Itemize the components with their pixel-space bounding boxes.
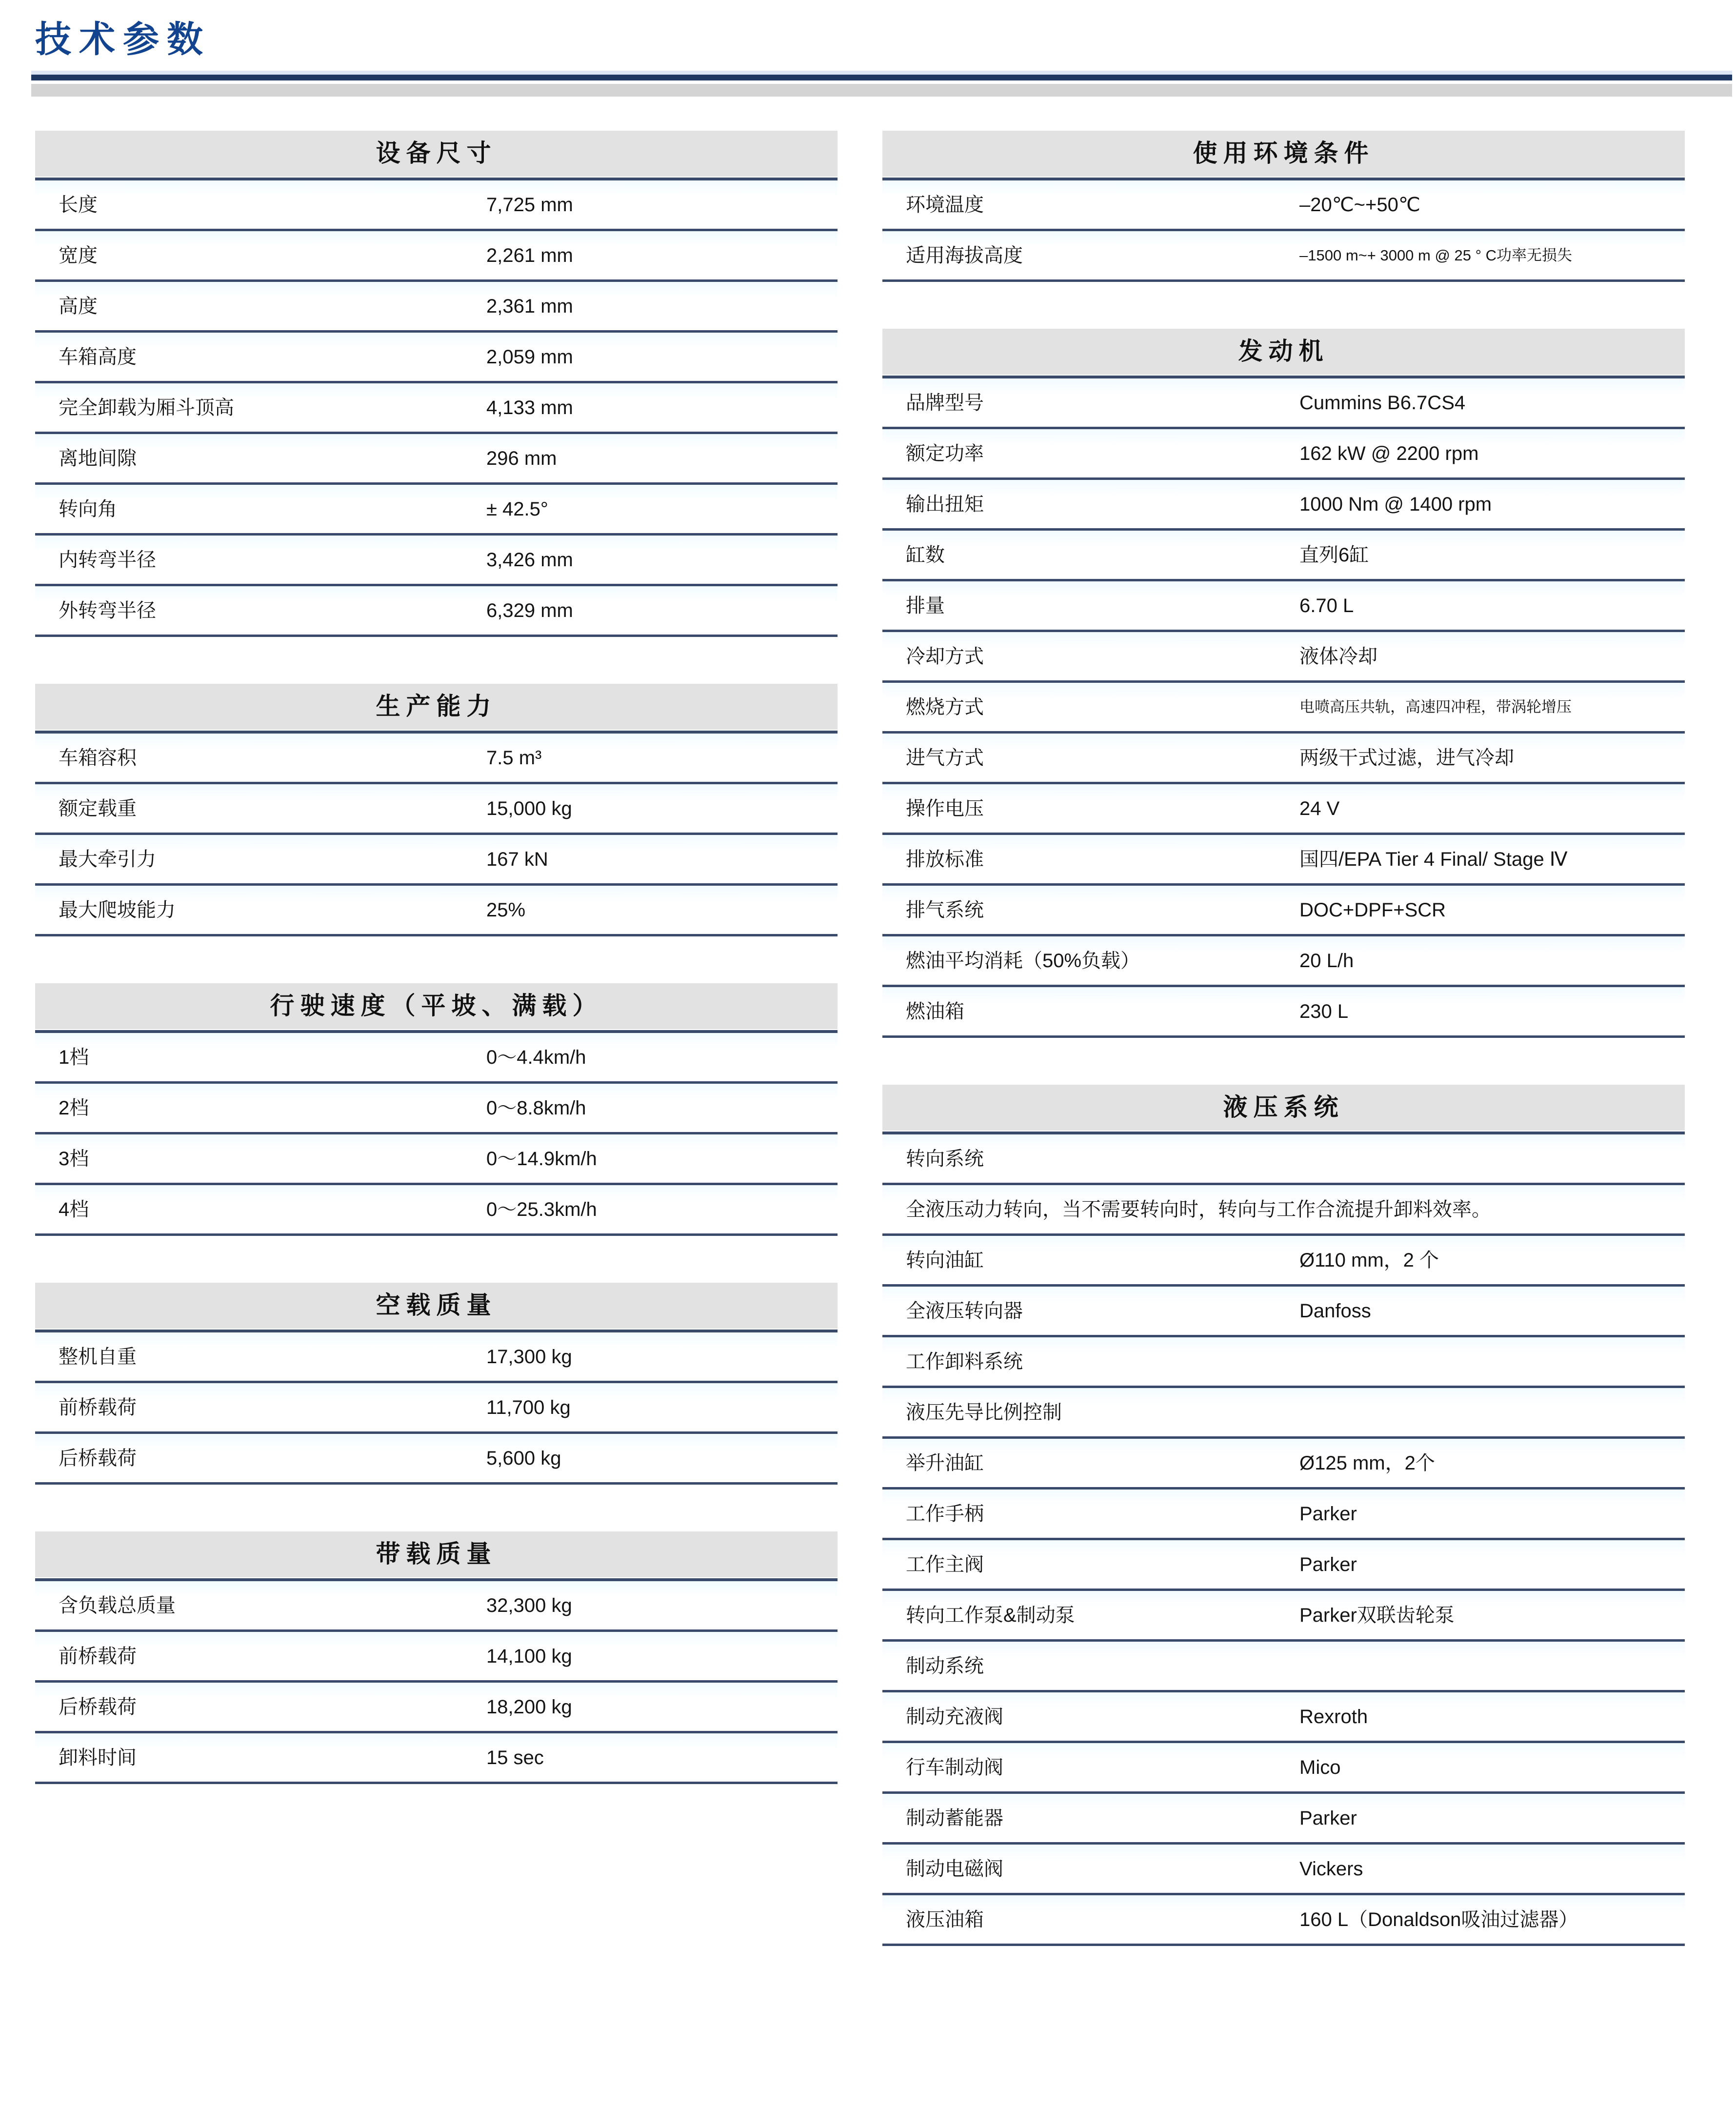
- spec-label: 环境温度: [906, 194, 984, 216]
- spec-label: 高度: [59, 295, 98, 317]
- spec-value: 15,000 kg: [486, 797, 572, 819]
- spec-label: 工作卸料系统: [906, 1350, 1023, 1372]
- spec-row: [882, 1337, 1685, 1388]
- spec-value: 0～8.8km/h: [486, 1097, 586, 1119]
- spec-label: 排气系统: [906, 899, 984, 921]
- spec-value: 162 kW @ 2200 rpm: [1299, 442, 1479, 464]
- spec-value: Ø110 mm，2 个: [1299, 1249, 1439, 1271]
- spec-row: [882, 531, 1685, 581]
- spec-label: 转向工作泵&制动泵: [906, 1604, 1075, 1626]
- spec-value: 20 L/h: [1299, 950, 1354, 972]
- spec-table-title: 行驶速度（平坡、满载）: [35, 983, 838, 1029]
- spec-label: 宽度: [59, 244, 98, 266]
- page-header: [0, 0, 1736, 97]
- spec-table: [35, 1531, 838, 1784]
- spec-label: 冷却方式: [906, 645, 984, 667]
- spec-label: 燃油箱: [906, 1000, 964, 1022]
- spec-value: 国四/EPA Tier 4 Final/ Stage Ⅳ: [1299, 848, 1568, 870]
- spec-table-title: 使用环境条件: [882, 131, 1685, 177]
- spec-row: [882, 1439, 1685, 1489]
- spec-label: 制动蓄能器: [906, 1807, 1003, 1829]
- spec-label: 后桥载荷: [59, 1447, 137, 1469]
- spec-label: 操作电压: [906, 797, 984, 819]
- spec-row: [35, 1733, 838, 1784]
- spec-value: 11,700 kg: [486, 1396, 571, 1418]
- spec-value: –1500 m~+ 3000 m @ 25 ° C功率无损失: [1299, 247, 1573, 264]
- spec-label: 排放标准: [906, 848, 984, 870]
- spec-row: [882, 1692, 1685, 1743]
- spec-value: 3,426 mm: [486, 549, 573, 571]
- spec-value: ± 42.5°: [486, 498, 548, 520]
- spec-row: [35, 835, 838, 886]
- spec-label: 前桥载荷: [59, 1645, 137, 1667]
- spec-table: [35, 983, 838, 1236]
- spec-row: [35, 586, 838, 637]
- spec-row: [35, 1134, 838, 1185]
- spec-row: [35, 333, 838, 383]
- spec-value: 167 kN: [486, 848, 548, 870]
- spec-value: Cummins B6.7CS4: [1299, 392, 1466, 414]
- spec-label: 适用海拔高度: [906, 244, 1023, 266]
- spec-label: 车箱容积: [59, 747, 137, 769]
- spec-row: [882, 1287, 1685, 1337]
- spec-row: [35, 1084, 838, 1134]
- spec-label: 燃烧方式: [906, 696, 984, 718]
- spec-row: [35, 1434, 838, 1485]
- spec-label: 外转弯半径: [59, 599, 156, 621]
- spec-table: [35, 1283, 838, 1485]
- spec-label: 进气方式: [906, 747, 984, 769]
- spec-label: 转向油缸: [906, 1249, 984, 1271]
- spec-value: 6.70 L: [1299, 595, 1354, 616]
- spec-value: 0～14.9km/h: [486, 1148, 597, 1170]
- spec-row: [35, 1581, 838, 1632]
- spec-label: 卸料时间: [59, 1747, 137, 1768]
- spec-value: 1000 Nm @ 1400 rpm: [1299, 493, 1492, 515]
- spec-row: [35, 1185, 838, 1236]
- spec-row: [35, 886, 838, 936]
- spec-row: [35, 383, 838, 434]
- spec-row: [882, 581, 1685, 632]
- spec-table-title: 设备尺寸: [35, 131, 838, 177]
- spec-label: 工作主阀: [906, 1553, 984, 1575]
- title-divider: [31, 71, 1732, 97]
- spec-value: 2,261 mm: [486, 244, 573, 266]
- spec-value: 2,361 mm: [486, 295, 573, 317]
- spec-row: [35, 536, 838, 586]
- spec-label: 全液压动力转向，当不需要转向时，转向与工作合流提升卸料效率。: [906, 1198, 1491, 1220]
- spec-table: [35, 684, 838, 936]
- spec-value: 32,300 kg: [486, 1594, 572, 1616]
- spec-row: [882, 378, 1685, 429]
- spec-label: 车箱高度: [59, 346, 137, 368]
- spec-row: [882, 1794, 1685, 1845]
- spec-value: 6,329 mm: [486, 599, 573, 621]
- spec-row: [35, 1632, 838, 1683]
- spec-row: [35, 485, 838, 536]
- spec-value: 24 V: [1299, 797, 1340, 819]
- spec-table-title: 液压系统: [882, 1085, 1685, 1131]
- spec-value: 230 L: [1299, 1000, 1349, 1022]
- spec-value: 直列6缸: [1299, 544, 1369, 566]
- spec-label: 工作手柄: [906, 1503, 984, 1525]
- spec-label: 最大爬坡能力: [59, 899, 176, 921]
- spec-row: [882, 1540, 1685, 1591]
- spec-value: Parker双联齿轮泵: [1299, 1604, 1455, 1626]
- spec-label: 含负载总质量: [59, 1594, 176, 1616]
- spec-label: 全液压转向器: [906, 1300, 1023, 1322]
- spec-value: 15 sec: [486, 1747, 544, 1768]
- spec-row: [35, 1683, 838, 1733]
- spec-table: [882, 1085, 1685, 1946]
- spec-label: 缸数: [906, 544, 945, 566]
- spec-label: 1档: [59, 1046, 89, 1068]
- spec-value: 25%: [486, 899, 526, 921]
- spec-label: 行车制动阀: [906, 1756, 1003, 1778]
- spec-value: 5,600 kg: [486, 1447, 561, 1469]
- spec-label: 制动电磁阀: [906, 1858, 1003, 1880]
- spec-value: 18,200 kg: [486, 1696, 572, 1718]
- spec-value: Rexroth: [1299, 1706, 1368, 1728]
- spec-value: 液体冷却: [1299, 645, 1377, 667]
- spec-value: 17,300 kg: [486, 1346, 572, 1368]
- spec-row: [882, 480, 1685, 531]
- spec-row: [882, 987, 1685, 1038]
- spec-label: 内转弯半径: [59, 549, 156, 571]
- spec-label: 液压油箱: [906, 1908, 984, 1930]
- spec-row: [882, 1591, 1685, 1642]
- spec-value: –20℃~+50℃: [1299, 194, 1420, 216]
- spec-table: [882, 131, 1685, 282]
- spec-row: [35, 434, 838, 485]
- spec-value: 两级干式过滤，进气冷却: [1299, 747, 1514, 769]
- spec-row: [882, 429, 1685, 480]
- spec-row: [882, 886, 1685, 936]
- spec-label: 液压先导比例控制: [906, 1401, 1062, 1423]
- spec-label: 输出扭矩: [906, 493, 984, 515]
- spec-value: Vickers: [1299, 1858, 1363, 1880]
- spec-row: [882, 1642, 1685, 1692]
- spec-row: [882, 784, 1685, 835]
- spec-value: 7,725 mm: [486, 194, 573, 216]
- spec-label: 转向角: [59, 498, 117, 520]
- spec-label: 制动系统: [906, 1655, 984, 1677]
- spec-label: 燃油平均消耗（50%负载）: [906, 950, 1140, 972]
- spec-value: 14,100 kg: [486, 1645, 572, 1667]
- spec-row: [882, 632, 1685, 683]
- spec-row: [35, 231, 838, 282]
- spec-row: [882, 1388, 1685, 1439]
- spec-label: 整机自重: [59, 1346, 137, 1368]
- spec-value: 0～4.4km/h: [486, 1046, 586, 1068]
- spec-value: DOC+DPF+SCR: [1299, 899, 1446, 921]
- spec-table: [35, 131, 838, 637]
- spec-label: 前桥载荷: [59, 1396, 137, 1418]
- spec-row: [882, 936, 1685, 987]
- spec-value: 296 mm: [486, 447, 557, 469]
- spec-label: 排量: [906, 595, 945, 616]
- spec-label: 后桥载荷: [59, 1696, 137, 1718]
- spec-label: 额定功率: [906, 442, 984, 464]
- spec-table-title: 生产能力: [35, 684, 838, 730]
- spec-label: 4档: [59, 1198, 89, 1220]
- spec-value: Ø125 mm，2个: [1299, 1452, 1435, 1474]
- spec-row: [35, 784, 838, 835]
- spec-table: [882, 329, 1685, 1038]
- spec-label: 转向系统: [906, 1148, 984, 1170]
- spec-label: 额定载重: [59, 797, 137, 819]
- spec-row: [882, 683, 1685, 734]
- spec-label: 举升油缸: [906, 1452, 984, 1474]
- spec-value: Parker: [1299, 1503, 1357, 1525]
- spec-label: 品牌型号: [906, 392, 984, 414]
- spec-value: Parker: [1299, 1553, 1357, 1575]
- spec-row: [882, 180, 1685, 231]
- spec-row: [882, 231, 1685, 282]
- spec-value: Mico: [1299, 1756, 1341, 1778]
- spec-label: 长度: [59, 194, 98, 216]
- spec-label: 制动充液阀: [906, 1706, 1003, 1728]
- spec-row: [35, 734, 838, 784]
- spec-label: 最大牵引力: [59, 848, 156, 870]
- spec-row: [882, 1489, 1685, 1540]
- spec-value: 电喷高压共轨，高速四冲程，带涡轮增压: [1299, 698, 1572, 716]
- spec-value: Parker: [1299, 1807, 1357, 1829]
- spec-row: [35, 1332, 838, 1383]
- spec-value: 2,059 mm: [486, 346, 573, 368]
- spec-row: [882, 1134, 1685, 1185]
- spec-row: [35, 282, 838, 333]
- spec-table-title: 带载质量: [35, 1531, 838, 1577]
- spec-label: 完全卸载为厢斗顶高: [59, 397, 234, 418]
- spec-value: 4,133 mm: [486, 397, 573, 418]
- spec-value: 160 L（Donaldson吸油过滤器）: [1299, 1908, 1578, 1930]
- spec-columns: [0, 97, 1736, 1946]
- spec-value: 7.5 m³: [486, 747, 542, 769]
- spec-label: 3档: [59, 1148, 89, 1170]
- page-title: 技术参数: [35, 19, 211, 60]
- spec-row: [35, 1033, 838, 1084]
- spec-row: [882, 1743, 1685, 1794]
- spec-row: [882, 1845, 1685, 1895]
- spec-table-title: 发动机: [882, 329, 1685, 375]
- spec-row: [35, 180, 838, 231]
- spec-table-title: 空载质量: [35, 1283, 838, 1329]
- spec-label: 2档: [59, 1097, 89, 1119]
- spec-row: [882, 1895, 1685, 1946]
- spec-row: [882, 1185, 1685, 1236]
- left-spec-column: [35, 131, 838, 1784]
- spec-value: 0～25.3km/h: [486, 1198, 597, 1220]
- spec-row: [882, 1236, 1685, 1287]
- spec-value: Danfoss: [1299, 1300, 1371, 1322]
- spec-row: [882, 734, 1685, 784]
- right-spec-column: [882, 131, 1685, 1946]
- spec-label: 离地间隙: [59, 447, 137, 469]
- spec-row: [35, 1383, 838, 1434]
- spec-row: [882, 835, 1685, 886]
